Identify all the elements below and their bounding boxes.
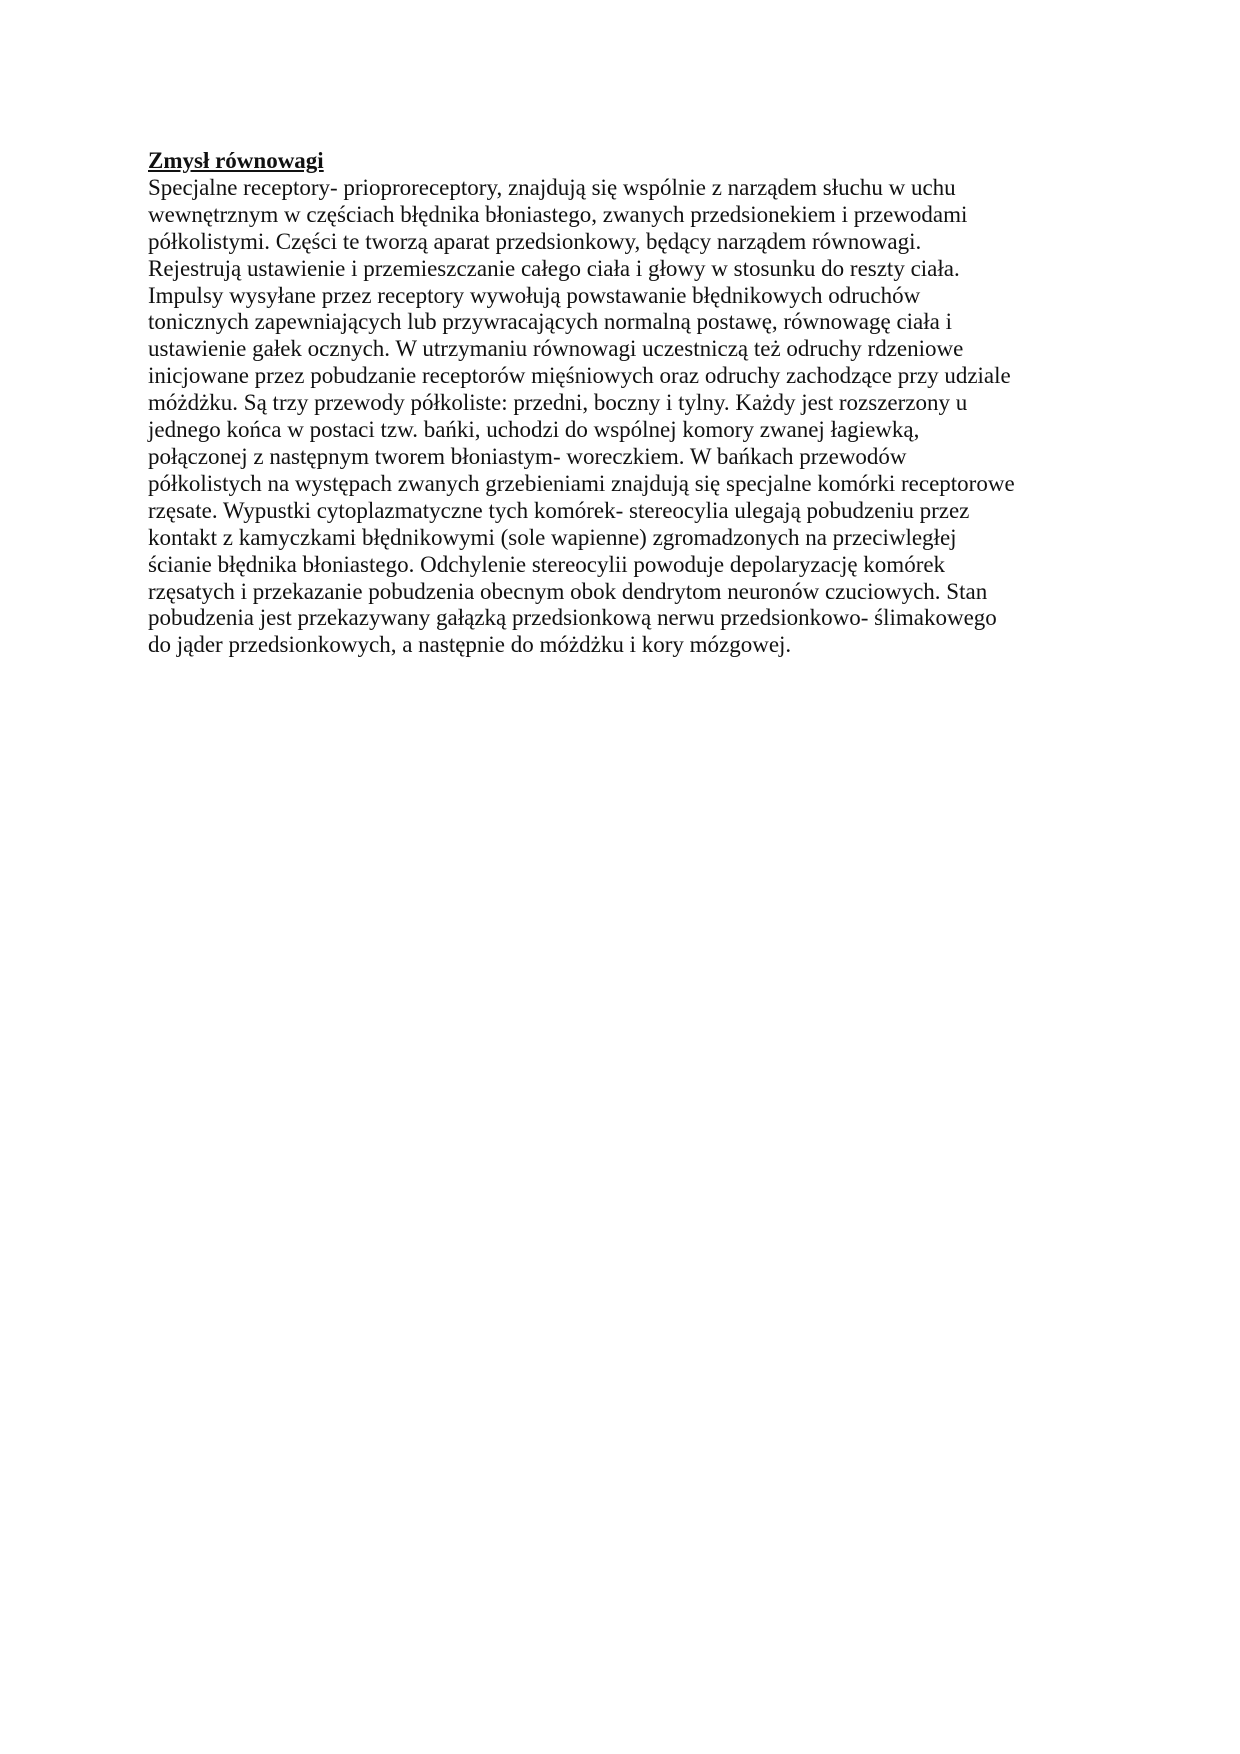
text-line: do jąder przedsionkowych, a następnie do móżdżku i kory mózgowej.: [148, 632, 792, 658]
body-paragraph: [148, 175, 1108, 659]
text-line: wewnętrznym w częściach błędnika błoniastego, zwanych przedsionekiem i przewodami: [148, 201, 968, 227]
text-line: inicjowane przez pobudzanie receptorów mięśniowych oraz odruchy zachodzące przy udziale: [148, 363, 1011, 389]
text-line: rzęsate. Wypustki cytoplazmatyczne tych komórek- stereocylia ulegają pobudzeniu przez: [148, 497, 970, 523]
text-line: jednego końca w postaci tzw. bańki, uchodzi do wspólnej komory zwanej łagiewką,: [148, 417, 920, 443]
document-title: Zmysł równowagi: [148, 148, 324, 173]
text-line: Specjalne receptory- prioproreceptory, znajdują się wspólnie z narządem słuchu w uchu: [148, 174, 956, 200]
text-line: tonicznych zapewniających lub przywracających normalną postawę, równowagę ciała i: [148, 309, 952, 335]
document-page: [148, 148, 1108, 659]
text-line: móżdżku. Są trzy przewody półkoliste: przedni, boczny i tylny. Każdy jest rozszerzony u: [148, 390, 968, 416]
text-line: połączonej z następnym tworem błoniastym- woreczkiem. W bańkach przewodów: [148, 443, 907, 469]
text-line: rzęsatych i przekazanie pobudzenia obecnym obok dendrytom neuronów czuciowych. Stan: [148, 578, 988, 604]
text-line: półkolistych na występach zwanych grzebieniami znajdują się specjalne komórki receptorowe: [148, 470, 1015, 496]
text-line: pobudzenia jest przekazywany gałązką przedsionkową nerwu przedsionkowo- ślimakowego: [148, 605, 997, 631]
text-line: Impulsy wysyłane przez receptory wywołują powstawanie błędnikowych odruchów: [148, 282, 921, 308]
text-line: półkolistymi. Części te tworzą aparat przedsionkowy, będący narządem równowagi.: [148, 228, 922, 254]
text-line: ustawienie gałek ocznych. W utrzymaniu równowagi uczestniczą też odruchy rdzeniowe: [148, 336, 964, 362]
text-line: ścianie błędnika błoniastego. Odchylenie stereocylii powoduje depolaryzację komórek: [148, 551, 946, 577]
text-line: Rejestrują ustawienie i przemieszczanie całego ciała i głowy w stosunku do reszty ciała.: [148, 255, 960, 281]
text-line: kontakt z kamyczkami błędnikowymi (sole wapienne) zgromadzonych na przeciwległej: [148, 524, 957, 550]
